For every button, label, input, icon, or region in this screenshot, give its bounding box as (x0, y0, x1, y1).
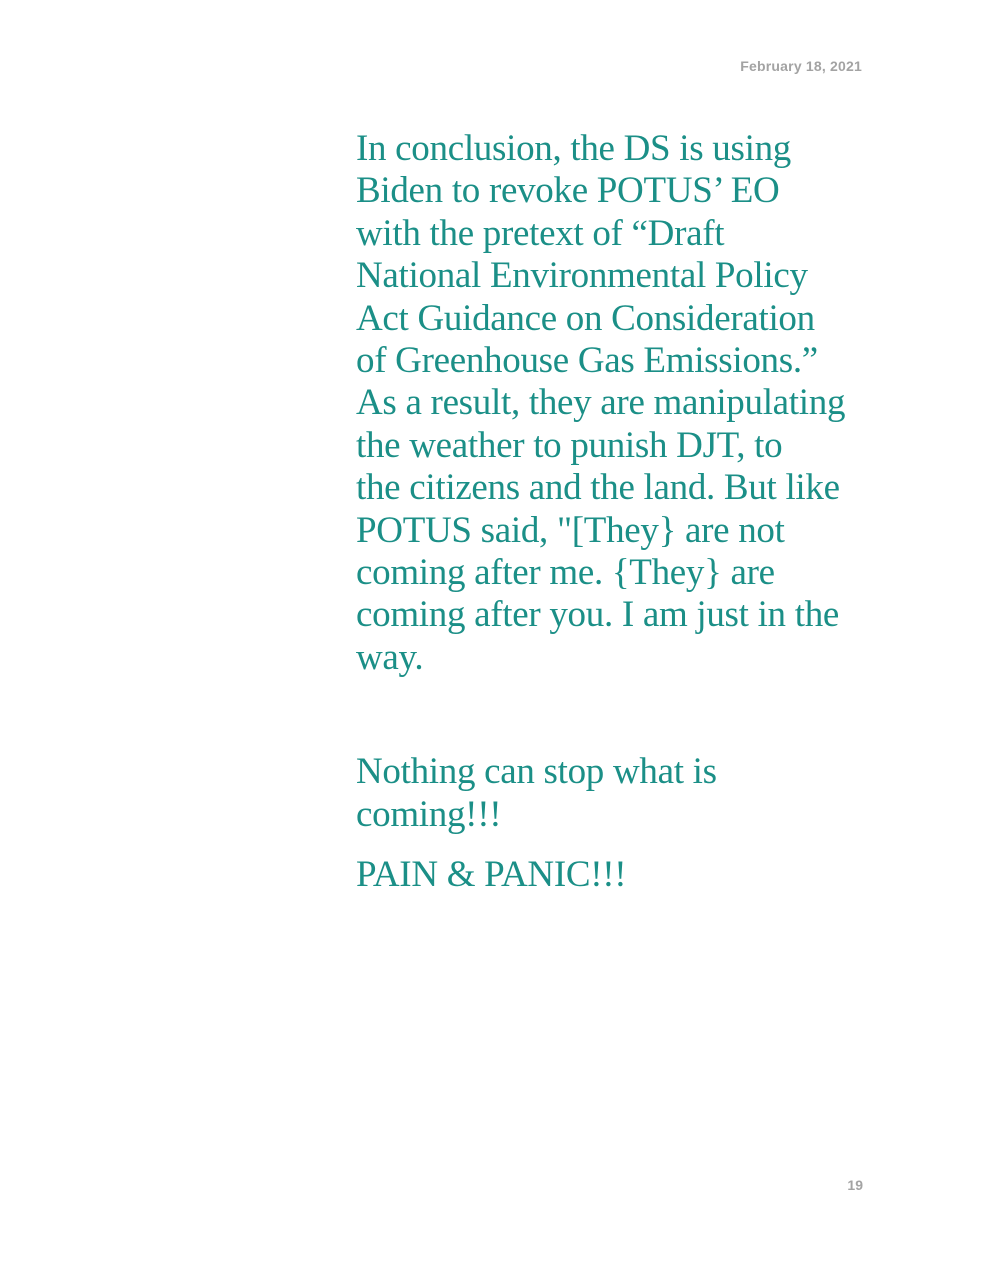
slogan-paragraph: PAIN & PANIC!!! (356, 854, 627, 896)
body-text-column (356, 128, 876, 897)
closing-paragraph: Nothing can stop what is coming!!! (356, 751, 717, 835)
page-number: 19 (847, 1177, 863, 1193)
conclusion-paragraph: In conclusion, the DS is using Biden to revoke POTUS’ EO with the pretext of “Draft National Environmental Policy Act Guidance on Consideration of Greenhouse Gas Emissions.” As a result, they are manipulating the weather to punish DJT, to the citizens and the land. But like POTUS said, "[They} are not coming after me. {They} are coming after you. I am just in the way. (356, 128, 846, 678)
page-date: February 18, 2021 (740, 58, 862, 74)
